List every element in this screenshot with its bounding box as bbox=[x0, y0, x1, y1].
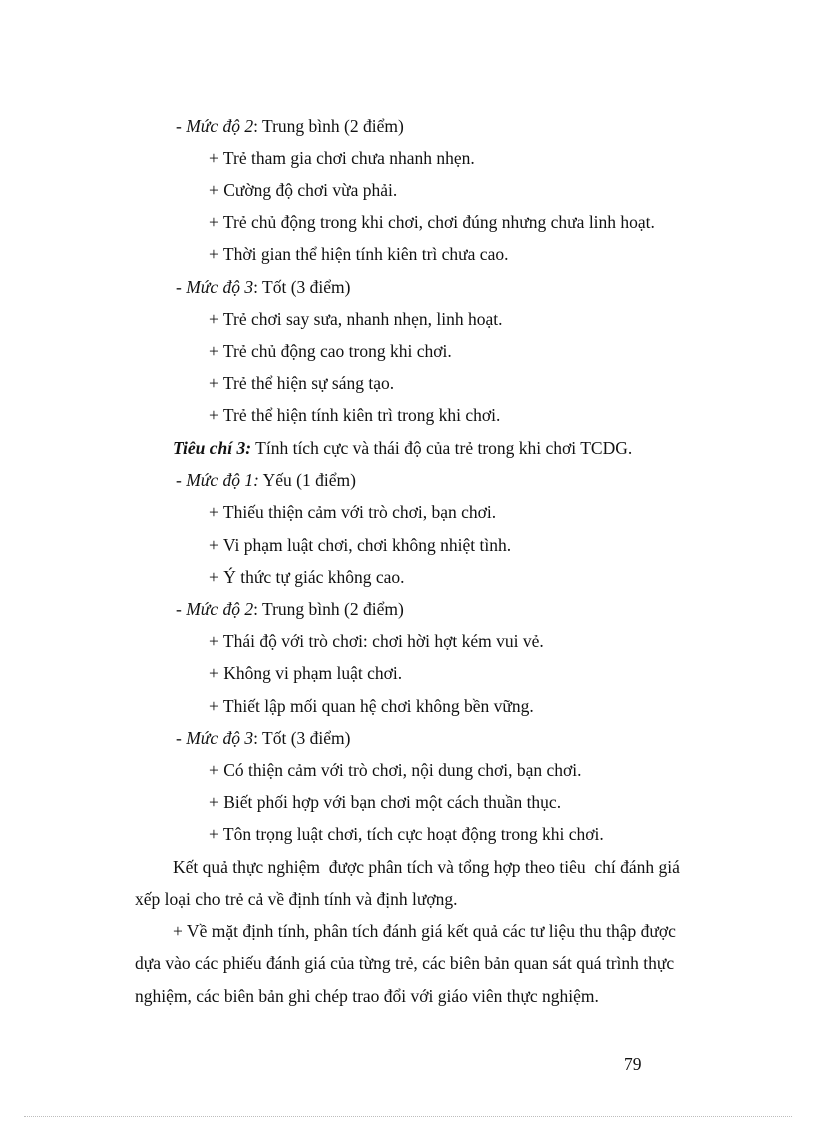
page-number: 79 bbox=[624, 1054, 642, 1074]
paragraph-line: dựa vào các phiếu đánh giá của từng trẻ, các biên bản quan sát quá trình thực bbox=[135, 953, 675, 973]
list-item: + Trẻ chơi say sưa, nhanh nhẹn, linh hoạt. bbox=[209, 309, 503, 329]
paragraph-line: xếp loại cho trẻ cả về định tính và định lượng. bbox=[135, 889, 458, 909]
list-item: + Thời gian thể hiện tính kiên trì chưa cao. bbox=[209, 244, 509, 264]
level-heading: - Mức độ 3: Tốt (3 điểm) bbox=[176, 277, 351, 297]
list-item: + Có thiện cảm với trò chơi, nội dung chơi, bạn chơi. bbox=[209, 760, 582, 780]
list-item: + Tôn trọng luật chơi, tích cực hoạt động trong khi chơi. bbox=[209, 824, 604, 844]
list-item: + Trẻ thể hiện sự sáng tạo. bbox=[209, 373, 395, 393]
level-heading: - Mức độ 3: Tốt (3 điểm) bbox=[176, 728, 351, 748]
level-heading: - Mức độ 2: Trung bình (2 điểm) bbox=[176, 116, 404, 136]
paragraph-line: + Về mặt định tính, phân tích đánh giá kết quả các tư liệu thu thập được bbox=[173, 921, 676, 941]
paragraph-line: Kết quả thực nghiệm được phân tích và tổng hợp theo tiêu chí đánh giá bbox=[173, 857, 680, 877]
list-item: + Vi phạm luật chơi, chơi không nhiệt tình. bbox=[209, 535, 512, 555]
level-heading: - Mức độ 2: Trung bình (2 điểm) bbox=[176, 599, 404, 619]
list-item: + Ý thức tự giác không cao. bbox=[209, 567, 405, 587]
list-item: + Thiếu thiện cảm với trò chơi, bạn chơi. bbox=[209, 502, 497, 522]
list-item: + Thái độ với trò chơi: chơi hời hợt kém vui vẻ. bbox=[209, 631, 544, 651]
list-item: + Trẻ chủ động trong khi chơi, chơi đúng nhưng chưa linh hoạt. bbox=[209, 212, 655, 232]
list-item: + Cường độ chơi vừa phải. bbox=[209, 180, 398, 200]
list-item: + Biết phối hợp với bạn chơi một cách thuần thục. bbox=[209, 792, 562, 812]
list-item: + Thiết lập mối quan hệ chơi không bền vững. bbox=[209, 696, 534, 716]
list-item: + Trẻ thể hiện tính kiên trì trong khi chơi. bbox=[209, 405, 501, 425]
paragraph-line: nghiệm, các biên bản ghi chép trao đổi với giáo viên thực nghiệm. bbox=[135, 986, 599, 1006]
level-heading: - Mức độ 1: Yếu (1 điểm) bbox=[176, 470, 356, 490]
list-item: + Không vi phạm luật chơi. bbox=[209, 663, 403, 683]
list-item: + Trẻ chủ động cao trong khi chơi. bbox=[209, 341, 452, 361]
list-item: + Trẻ tham gia chơi chưa nhanh nhẹn. bbox=[209, 148, 475, 168]
criterion-heading: Tiêu chí 3: Tính tích cực và thái độ của trẻ trong khi chơi TCDG. bbox=[173, 438, 633, 458]
footer-dotted-rule bbox=[24, 1116, 792, 1117]
